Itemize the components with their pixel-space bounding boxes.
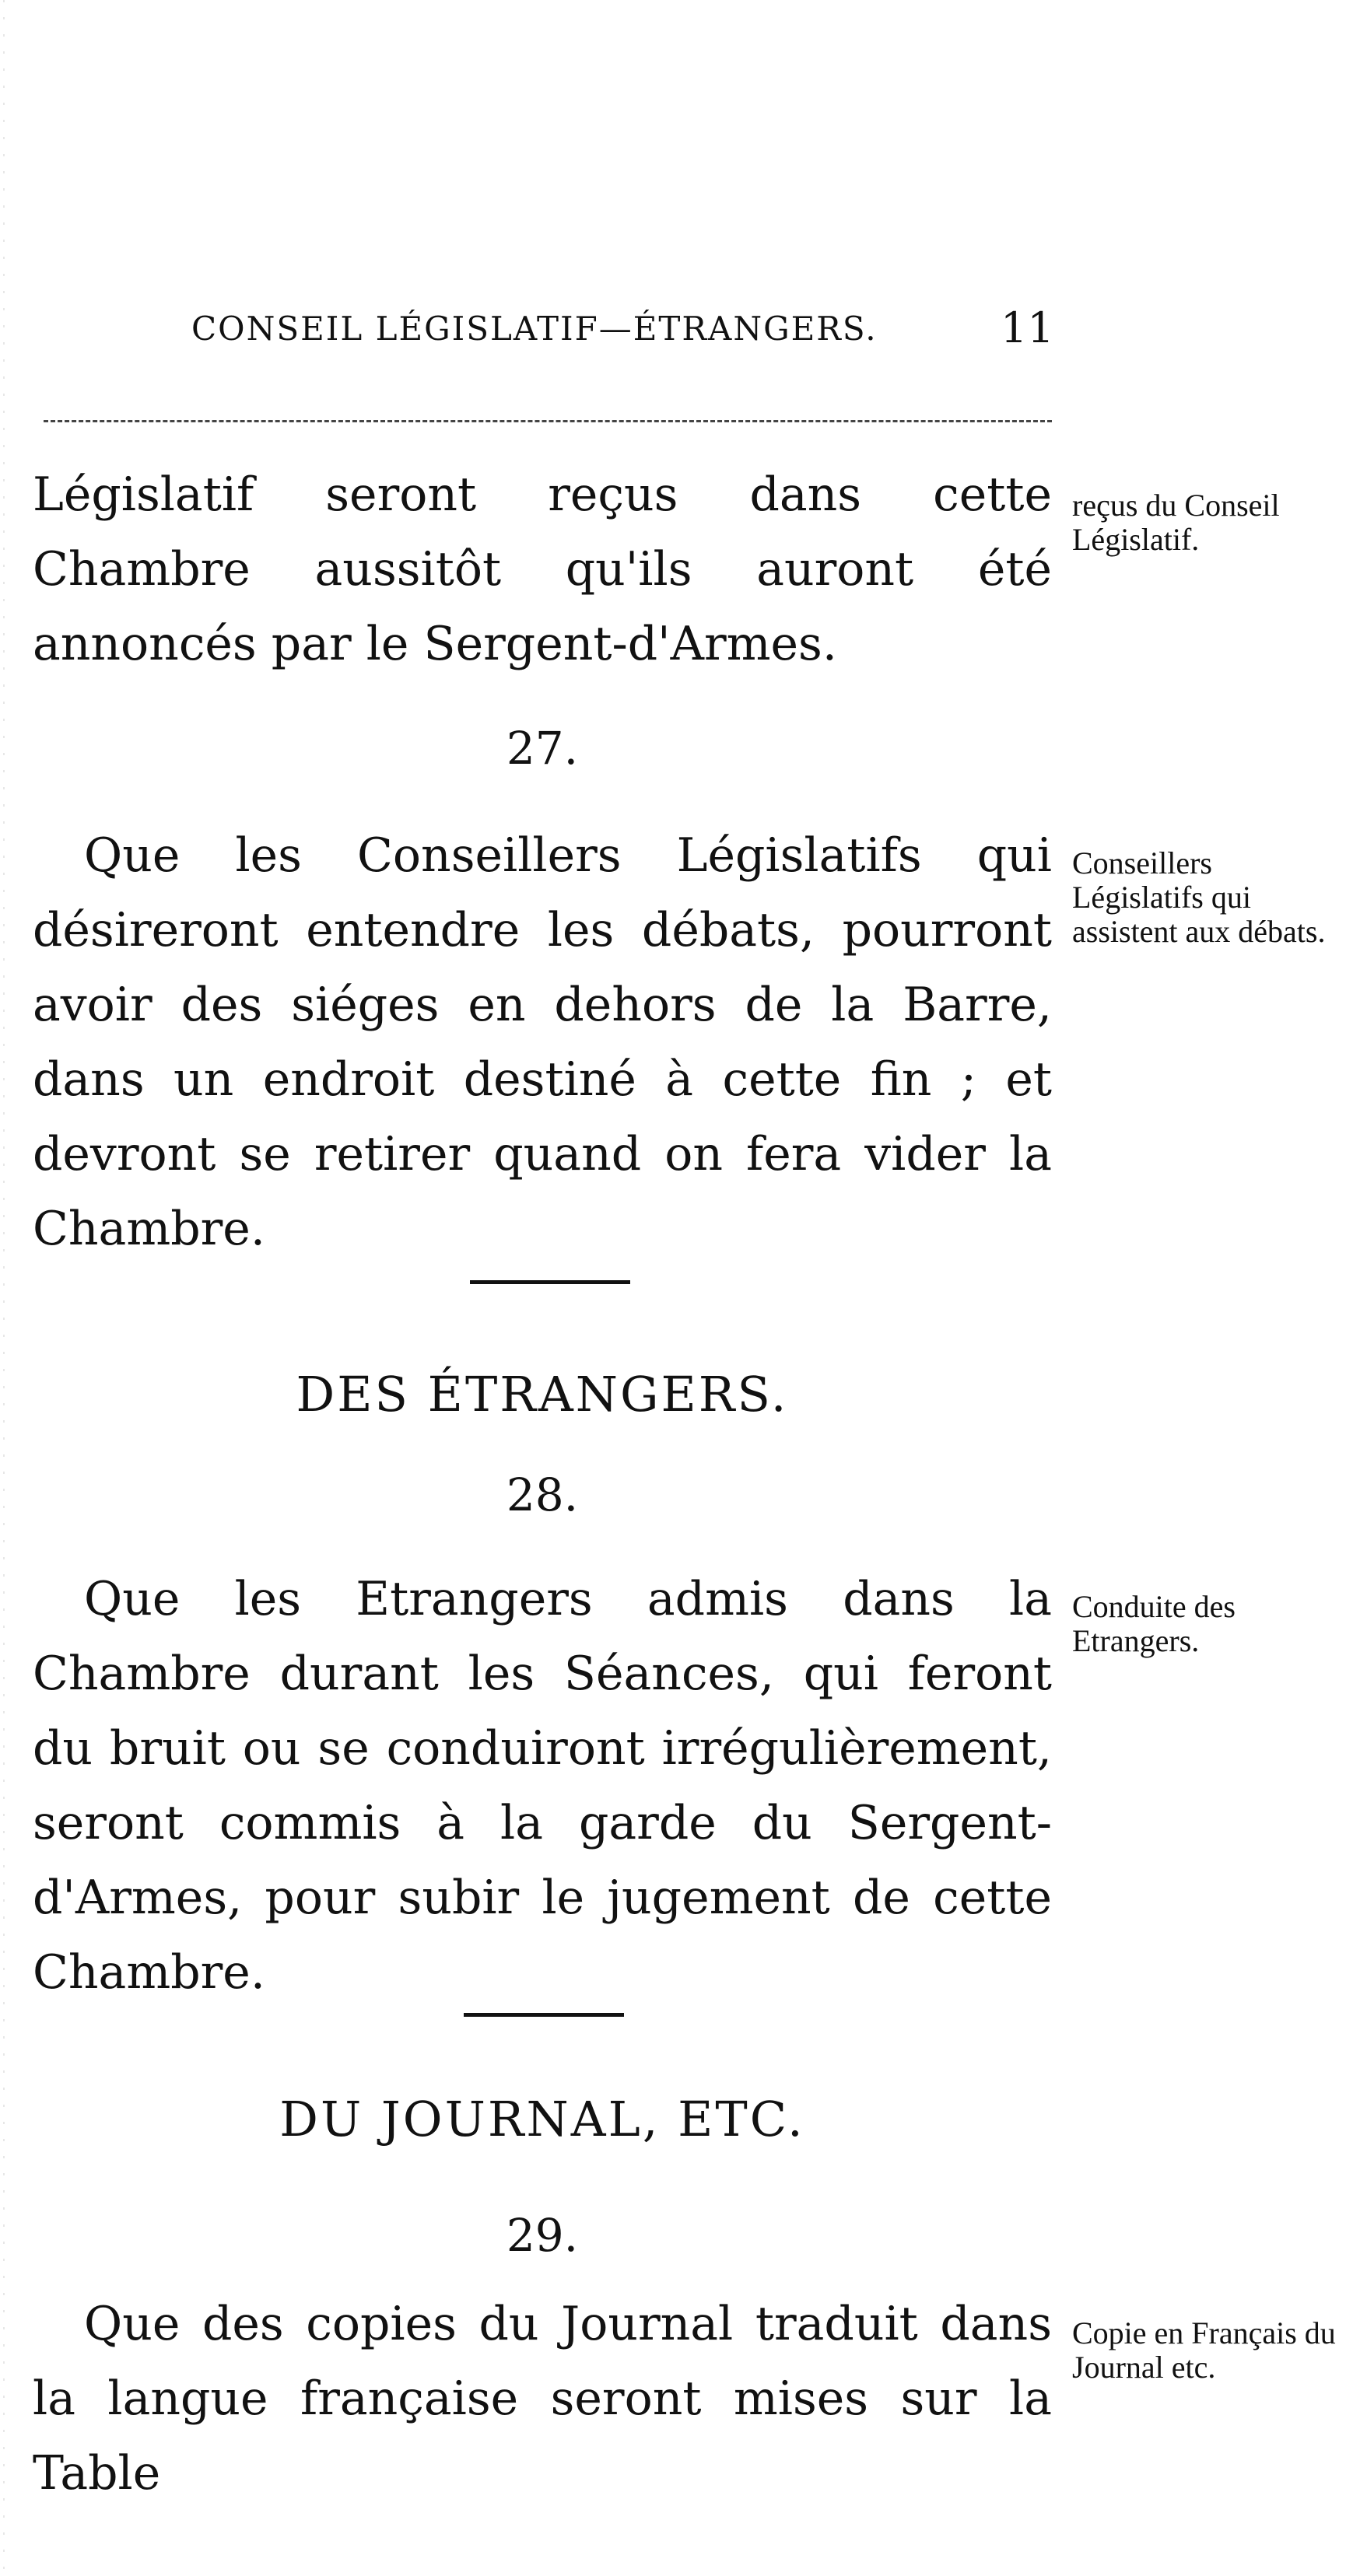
- marginal-note-conseillers: Conseillers Législatifs qui assistent aux débats.: [1072, 845, 1326, 949]
- section-rule: [464, 2013, 624, 2017]
- rule-number-29: 29.: [506, 2209, 579, 2262]
- page-number: 11: [1001, 303, 1054, 352]
- rule-number-27: 27.: [506, 722, 579, 775]
- section-title-etrangers: DES ÉTRANGERS.: [296, 1366, 789, 1423]
- marginal-note-recus: reçus du Conseil Législatif.: [1072, 488, 1280, 557]
- paragraph-28: Que les Etrangers admis dans la Chambre durant les Séances, qui feront du bruit ou se conduiront irrégulièrement, seront commis à la garde du Sergent-d'Armes, pour subir le jugement de cette Chambre.: [33, 1572, 1052, 2000]
- section-rule: [470, 1280, 630, 1284]
- running-head-title: CONSEIL LÉGISLATIF—ÉTRANGERS.: [191, 310, 878, 348]
- header-rule: [44, 420, 1052, 422]
- paragraph-29: Que des copies du Journal traduit dans la langue française seront mises sur la Table: [33, 2297, 1052, 2501]
- paragraph-continuation: Législatif seront reçus dans cette Chambre aussitôt qu'ils auront été annoncés par le Sergent-d'Armes.: [33, 467, 1052, 671]
- rule-number-28: 28.: [506, 1468, 579, 1521]
- paragraph-27: Que les Conseillers Législatifs qui désireront entendre les débats, pourront avoir des siéges en dehors de la Barre, dans un endroit destiné à cette fin ; et devront se retirer quand on fera vider la Chambre.: [33, 828, 1052, 1256]
- marginal-note-conduite: Conduite des Etrangers.: [1072, 1589, 1236, 1658]
- scan-edge-marks: [3, 0, 5, 2576]
- section-title-journal: DU JOURNAL, ETC.: [279, 2091, 805, 2147]
- marginal-note-copie: Copie en Français du Journal etc.: [1072, 2315, 1336, 2385]
- running-head: [191, 303, 1054, 352]
